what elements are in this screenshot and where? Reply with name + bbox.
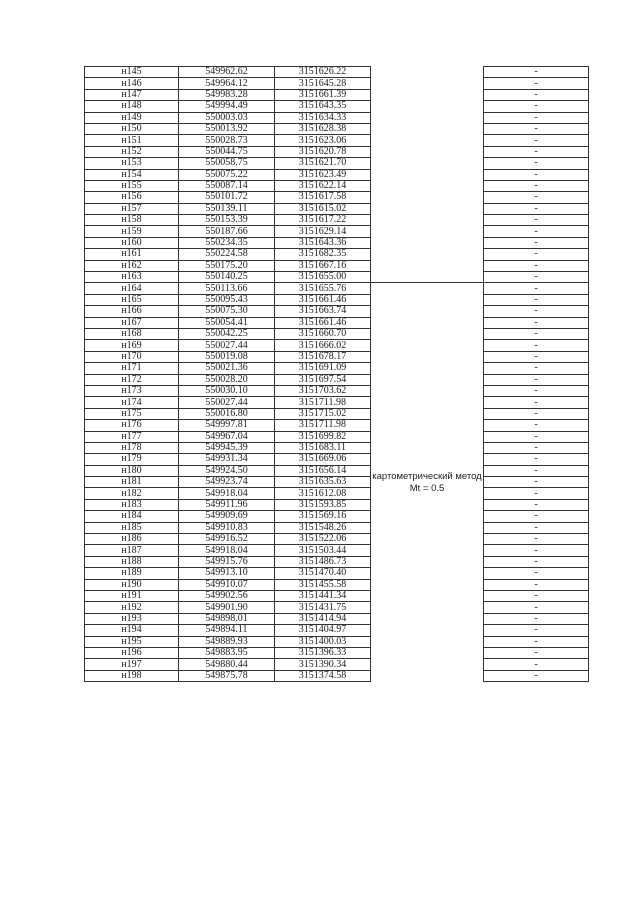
- table-row: [85, 192, 589, 203]
- note-cell: -: [484, 454, 589, 465]
- x-coordinate-cell: 550016.80: [179, 408, 275, 419]
- y-coordinate-cell: 3151629.14: [275, 226, 371, 237]
- method-text: картометрический метод Mt = 0.5: [372, 470, 482, 494]
- x-coordinate-cell: 550019.08: [179, 351, 275, 362]
- note-cell: -: [484, 294, 589, 305]
- point-cell: н154: [85, 169, 179, 180]
- note-cell: -: [484, 146, 589, 157]
- table-row: [85, 465, 589, 476]
- note-cell: -: [484, 534, 589, 545]
- y-coordinate-cell: 3151655.76: [275, 283, 371, 294]
- y-coordinate-cell: 3151661.46: [275, 294, 371, 305]
- note-cell: -: [484, 397, 589, 408]
- point-cell: н196: [85, 647, 179, 658]
- x-coordinate-cell: 550027.44: [179, 340, 275, 351]
- y-coordinate-cell: 3151617.58: [275, 192, 371, 203]
- point-cell: н166: [85, 306, 179, 317]
- point-cell: н181: [85, 477, 179, 488]
- x-coordinate-cell: 550054.41: [179, 317, 275, 328]
- table-row: [85, 590, 589, 601]
- y-coordinate-cell: 3151655.00: [275, 272, 371, 283]
- x-coordinate-cell: 549945.39: [179, 442, 275, 453]
- y-coordinate-cell: 3151661.39: [275, 89, 371, 100]
- y-coordinate-cell: 3151635.63: [275, 477, 371, 488]
- method-cell: [371, 283, 484, 682]
- table-row: [85, 317, 589, 328]
- x-coordinate-cell: 549915.76: [179, 556, 275, 567]
- point-cell: н150: [85, 123, 179, 134]
- method-cell-top: [371, 67, 484, 283]
- x-coordinate-cell: 549889.93: [179, 636, 275, 647]
- note-cell: -: [484, 659, 589, 670]
- table-row: [85, 89, 589, 100]
- note-cell: -: [484, 477, 589, 488]
- table-row: [85, 123, 589, 134]
- x-coordinate-cell: 550187.66: [179, 226, 275, 237]
- y-coordinate-cell: 3151390.34: [275, 659, 371, 670]
- y-coordinate-cell: 3151593.85: [275, 499, 371, 510]
- note-cell: -: [484, 272, 589, 283]
- table-row: [85, 613, 589, 624]
- x-coordinate-cell: 549894.11: [179, 625, 275, 636]
- table-row: [85, 602, 589, 613]
- x-coordinate-cell: 550030.10: [179, 385, 275, 396]
- table-row: [85, 670, 589, 681]
- y-coordinate-cell: 3151628.38: [275, 123, 371, 134]
- note-cell: -: [484, 351, 589, 362]
- note-cell: -: [484, 647, 589, 658]
- x-coordinate-cell: 550140.25: [179, 272, 275, 283]
- point-cell: н169: [85, 340, 179, 351]
- point-cell: н153: [85, 158, 179, 169]
- y-coordinate-cell: 3151400.03: [275, 636, 371, 647]
- note-cell: -: [484, 670, 589, 681]
- x-coordinate-cell: 549910.83: [179, 522, 275, 533]
- table-row: [85, 351, 589, 362]
- y-coordinate-cell: 3151431.75: [275, 602, 371, 613]
- note-cell: -: [484, 237, 589, 248]
- y-coordinate-cell: 3151548.26: [275, 522, 371, 533]
- table-row: [85, 272, 589, 283]
- x-coordinate-cell: 549918.04: [179, 488, 275, 499]
- point-cell: н171: [85, 363, 179, 374]
- coordinates-table: [84, 66, 589, 682]
- table-row: [85, 363, 589, 374]
- note-cell: -: [484, 579, 589, 590]
- table-row: [85, 477, 589, 488]
- note-cell: -: [484, 613, 589, 624]
- x-coordinate-cell: 550075.22: [179, 169, 275, 180]
- x-coordinate-cell: 549910.07: [179, 579, 275, 590]
- table-row: [85, 442, 589, 453]
- x-coordinate-cell: 549967.04: [179, 431, 275, 442]
- note-cell: -: [484, 123, 589, 134]
- coordinates-table-body: [85, 67, 589, 682]
- y-coordinate-cell: 3151656.14: [275, 465, 371, 476]
- note-cell: -: [484, 499, 589, 510]
- point-cell: н160: [85, 237, 179, 248]
- x-coordinate-cell: 549883.95: [179, 647, 275, 658]
- x-coordinate-cell: 549913.10: [179, 568, 275, 579]
- point-cell: н174: [85, 397, 179, 408]
- x-coordinate-cell: 550021.36: [179, 363, 275, 374]
- note-cell: -: [484, 636, 589, 647]
- point-cell: н176: [85, 420, 179, 431]
- table-row: [85, 397, 589, 408]
- table-row: [85, 260, 589, 271]
- note-cell: -: [484, 203, 589, 214]
- y-coordinate-cell: 3151645.28: [275, 78, 371, 89]
- point-cell: н158: [85, 215, 179, 226]
- point-cell: н162: [85, 260, 179, 271]
- y-coordinate-cell: 3151703.62: [275, 385, 371, 396]
- table-row: [85, 146, 589, 157]
- y-coordinate-cell: 3151396.33: [275, 647, 371, 658]
- point-cell: н198: [85, 670, 179, 681]
- note-cell: -: [484, 215, 589, 226]
- table-row: [85, 294, 589, 305]
- y-coordinate-cell: 3151622.14: [275, 180, 371, 191]
- point-cell: н146: [85, 78, 179, 89]
- note-cell: -: [484, 317, 589, 328]
- table-row: [85, 306, 589, 317]
- point-cell: н180: [85, 465, 179, 476]
- note-cell: -: [484, 420, 589, 431]
- table-row: [85, 112, 589, 123]
- table-row: [85, 625, 589, 636]
- point-cell: н165: [85, 294, 179, 305]
- y-coordinate-cell: 3151711.98: [275, 397, 371, 408]
- y-coordinate-cell: 3151620.78: [275, 146, 371, 157]
- note-cell: -: [484, 545, 589, 556]
- point-cell: н156: [85, 192, 179, 203]
- note-cell: -: [484, 442, 589, 453]
- point-cell: н168: [85, 328, 179, 339]
- point-cell: н167: [85, 317, 179, 328]
- point-cell: н189: [85, 568, 179, 579]
- x-coordinate-cell: 550153.39: [179, 215, 275, 226]
- point-cell: н157: [85, 203, 179, 214]
- table-row: [85, 545, 589, 556]
- note-cell: -: [484, 158, 589, 169]
- point-cell: н179: [85, 454, 179, 465]
- x-coordinate-cell: 549875.78: [179, 670, 275, 681]
- table-row: [85, 488, 589, 499]
- x-coordinate-cell: 549924.50: [179, 465, 275, 476]
- table-row: [85, 408, 589, 419]
- table-row: [85, 454, 589, 465]
- y-coordinate-cell: 3151486.73: [275, 556, 371, 567]
- point-cell: н188: [85, 556, 179, 567]
- x-coordinate-cell: 550113.66: [179, 283, 275, 294]
- x-coordinate-cell: 550095.43: [179, 294, 275, 305]
- table-row: [85, 374, 589, 385]
- note-cell: -: [484, 328, 589, 339]
- table-row: [85, 556, 589, 567]
- x-coordinate-cell: 549962.62: [179, 67, 275, 78]
- point-cell: н177: [85, 431, 179, 442]
- table-row: [85, 499, 589, 510]
- point-cell: н152: [85, 146, 179, 157]
- x-coordinate-cell: 550003.03: [179, 112, 275, 123]
- y-coordinate-cell: 3151626.22: [275, 67, 371, 78]
- point-cell: н192: [85, 602, 179, 613]
- y-coordinate-cell: 3151455.58: [275, 579, 371, 590]
- x-coordinate-cell: 549994.49: [179, 101, 275, 112]
- x-coordinate-cell: 549909.69: [179, 511, 275, 522]
- y-coordinate-cell: 3151697.54: [275, 374, 371, 385]
- note-cell: -: [484, 226, 589, 237]
- x-coordinate-cell: 550028.20: [179, 374, 275, 385]
- y-coordinate-cell: 3151643.35: [275, 101, 371, 112]
- table-row: [85, 340, 589, 351]
- note-cell: -: [484, 135, 589, 146]
- y-coordinate-cell: 3151683.11: [275, 442, 371, 453]
- table-row: [85, 203, 589, 214]
- point-cell: н194: [85, 625, 179, 636]
- point-cell: н159: [85, 226, 179, 237]
- table-row: [85, 420, 589, 431]
- table-row: [85, 101, 589, 112]
- y-coordinate-cell: 3151522.06: [275, 534, 371, 545]
- table-row: [85, 169, 589, 180]
- x-coordinate-cell: 550013.92: [179, 123, 275, 134]
- x-coordinate-cell: 550044.75: [179, 146, 275, 157]
- y-coordinate-cell: 3151643.36: [275, 237, 371, 248]
- table-row: [85, 647, 589, 658]
- note-cell: -: [484, 408, 589, 419]
- table-row: [85, 328, 589, 339]
- table-row: [85, 385, 589, 396]
- x-coordinate-cell: 550027.44: [179, 397, 275, 408]
- x-coordinate-cell: 549918.04: [179, 545, 275, 556]
- y-coordinate-cell: 3151617.22: [275, 215, 371, 226]
- note-cell: -: [484, 556, 589, 567]
- point-cell: н163: [85, 272, 179, 283]
- x-coordinate-cell: 550139.11: [179, 203, 275, 214]
- point-cell: н178: [85, 442, 179, 453]
- y-coordinate-cell: 3151682.35: [275, 249, 371, 260]
- note-cell: -: [484, 283, 589, 294]
- note-cell: -: [484, 67, 589, 78]
- point-cell: н145: [85, 67, 179, 78]
- y-coordinate-cell: 3151404.97: [275, 625, 371, 636]
- note-cell: -: [484, 602, 589, 613]
- note-cell: -: [484, 340, 589, 351]
- table-row: [85, 511, 589, 522]
- note-cell: -: [484, 169, 589, 180]
- table-row: [85, 226, 589, 237]
- y-coordinate-cell: 3151623.06: [275, 135, 371, 146]
- point-cell: н173: [85, 385, 179, 396]
- y-coordinate-cell: 3151678.17: [275, 351, 371, 362]
- note-cell: -: [484, 522, 589, 533]
- note-cell: -: [484, 249, 589, 260]
- point-cell: н151: [85, 135, 179, 146]
- x-coordinate-cell: 550087.14: [179, 180, 275, 191]
- table-row: [85, 579, 589, 590]
- table-row: [85, 180, 589, 191]
- x-coordinate-cell: 549902.56: [179, 590, 275, 601]
- point-cell: н149: [85, 112, 179, 123]
- table-row: [85, 283, 589, 294]
- table-row: [85, 568, 589, 579]
- x-coordinate-cell: 550101.72: [179, 192, 275, 203]
- note-cell: -: [484, 374, 589, 385]
- point-cell: н148: [85, 101, 179, 112]
- x-coordinate-cell: 550224.58: [179, 249, 275, 260]
- y-coordinate-cell: 3151669.06: [275, 454, 371, 465]
- note-cell: -: [484, 625, 589, 636]
- x-coordinate-cell: 549880.44: [179, 659, 275, 670]
- y-coordinate-cell: 3151374.58: [275, 670, 371, 681]
- x-coordinate-cell: 550042.25: [179, 328, 275, 339]
- point-cell: н182: [85, 488, 179, 499]
- table-row: [85, 431, 589, 442]
- note-cell: -: [484, 431, 589, 442]
- point-cell: н195: [85, 636, 179, 647]
- note-cell: -: [484, 511, 589, 522]
- point-cell: н197: [85, 659, 179, 670]
- x-coordinate-cell: 549911.96: [179, 499, 275, 510]
- note-cell: -: [484, 306, 589, 317]
- point-cell: н184: [85, 511, 179, 522]
- y-coordinate-cell: 3151661.46: [275, 317, 371, 328]
- note-cell: -: [484, 590, 589, 601]
- y-coordinate-cell: 3151441.34: [275, 590, 371, 601]
- point-cell: н175: [85, 408, 179, 419]
- note-cell: -: [484, 260, 589, 271]
- y-coordinate-cell: 3151699.82: [275, 431, 371, 442]
- y-coordinate-cell: 3151414.94: [275, 613, 371, 624]
- x-coordinate-cell: 549964.12: [179, 78, 275, 89]
- point-cell: н186: [85, 534, 179, 545]
- x-coordinate-cell: 550075.30: [179, 306, 275, 317]
- y-coordinate-cell: 3151615.02: [275, 203, 371, 214]
- table-row: [85, 522, 589, 533]
- note-cell: -: [484, 180, 589, 191]
- y-coordinate-cell: 3151691.09: [275, 363, 371, 374]
- x-coordinate-cell: 549923.74: [179, 477, 275, 488]
- point-cell: н193: [85, 613, 179, 624]
- point-cell: н183: [85, 499, 179, 510]
- note-cell: -: [484, 363, 589, 374]
- table-row: [85, 135, 589, 146]
- y-coordinate-cell: 3151663.74: [275, 306, 371, 317]
- table-row: [85, 67, 589, 78]
- table-row: [85, 659, 589, 670]
- note-cell: -: [484, 488, 589, 499]
- y-coordinate-cell: 3151711.98: [275, 420, 371, 431]
- point-cell: н190: [85, 579, 179, 590]
- table-row: [85, 158, 589, 169]
- y-coordinate-cell: 3151623.49: [275, 169, 371, 180]
- note-cell: -: [484, 89, 589, 100]
- point-cell: н164: [85, 283, 179, 294]
- x-coordinate-cell: 549983.28: [179, 89, 275, 100]
- note-cell: -: [484, 78, 589, 89]
- y-coordinate-cell: 3151715.02: [275, 408, 371, 419]
- y-coordinate-cell: 3151612.08: [275, 488, 371, 499]
- point-cell: н172: [85, 374, 179, 385]
- x-coordinate-cell: 550234.35: [179, 237, 275, 248]
- point-cell: н185: [85, 522, 179, 533]
- y-coordinate-cell: 3151503.44: [275, 545, 371, 556]
- note-cell: -: [484, 568, 589, 579]
- note-cell: -: [484, 101, 589, 112]
- point-cell: н155: [85, 180, 179, 191]
- y-coordinate-cell: 3151569.16: [275, 511, 371, 522]
- y-coordinate-cell: 3151470.40: [275, 568, 371, 579]
- point-cell: н187: [85, 545, 179, 556]
- point-cell: н161: [85, 249, 179, 260]
- note-cell: -: [484, 465, 589, 476]
- x-coordinate-cell: 549931.34: [179, 454, 275, 465]
- table-row: [85, 249, 589, 260]
- x-coordinate-cell: 549916.52: [179, 534, 275, 545]
- y-coordinate-cell: 3151666.02: [275, 340, 371, 351]
- x-coordinate-cell: 550058.75: [179, 158, 275, 169]
- note-cell: -: [484, 192, 589, 203]
- point-cell: н147: [85, 89, 179, 100]
- table-row: [85, 534, 589, 545]
- x-coordinate-cell: 550175.20: [179, 260, 275, 271]
- note-cell: -: [484, 112, 589, 123]
- y-coordinate-cell: 3151621.70: [275, 158, 371, 169]
- table-row: [85, 215, 589, 226]
- point-cell: н191: [85, 590, 179, 601]
- note-cell: -: [484, 385, 589, 396]
- x-coordinate-cell: 550028.73: [179, 135, 275, 146]
- x-coordinate-cell: 549898.01: [179, 613, 275, 624]
- y-coordinate-cell: 3151667.16: [275, 260, 371, 271]
- point-cell: н170: [85, 351, 179, 362]
- table-row: [85, 636, 589, 647]
- table-row: [85, 78, 589, 89]
- y-coordinate-cell: 3151660.70: [275, 328, 371, 339]
- y-coordinate-cell: 3151634.33: [275, 112, 371, 123]
- x-coordinate-cell: 549901.90: [179, 602, 275, 613]
- x-coordinate-cell: 549997.81: [179, 420, 275, 431]
- table-row: [85, 237, 589, 248]
